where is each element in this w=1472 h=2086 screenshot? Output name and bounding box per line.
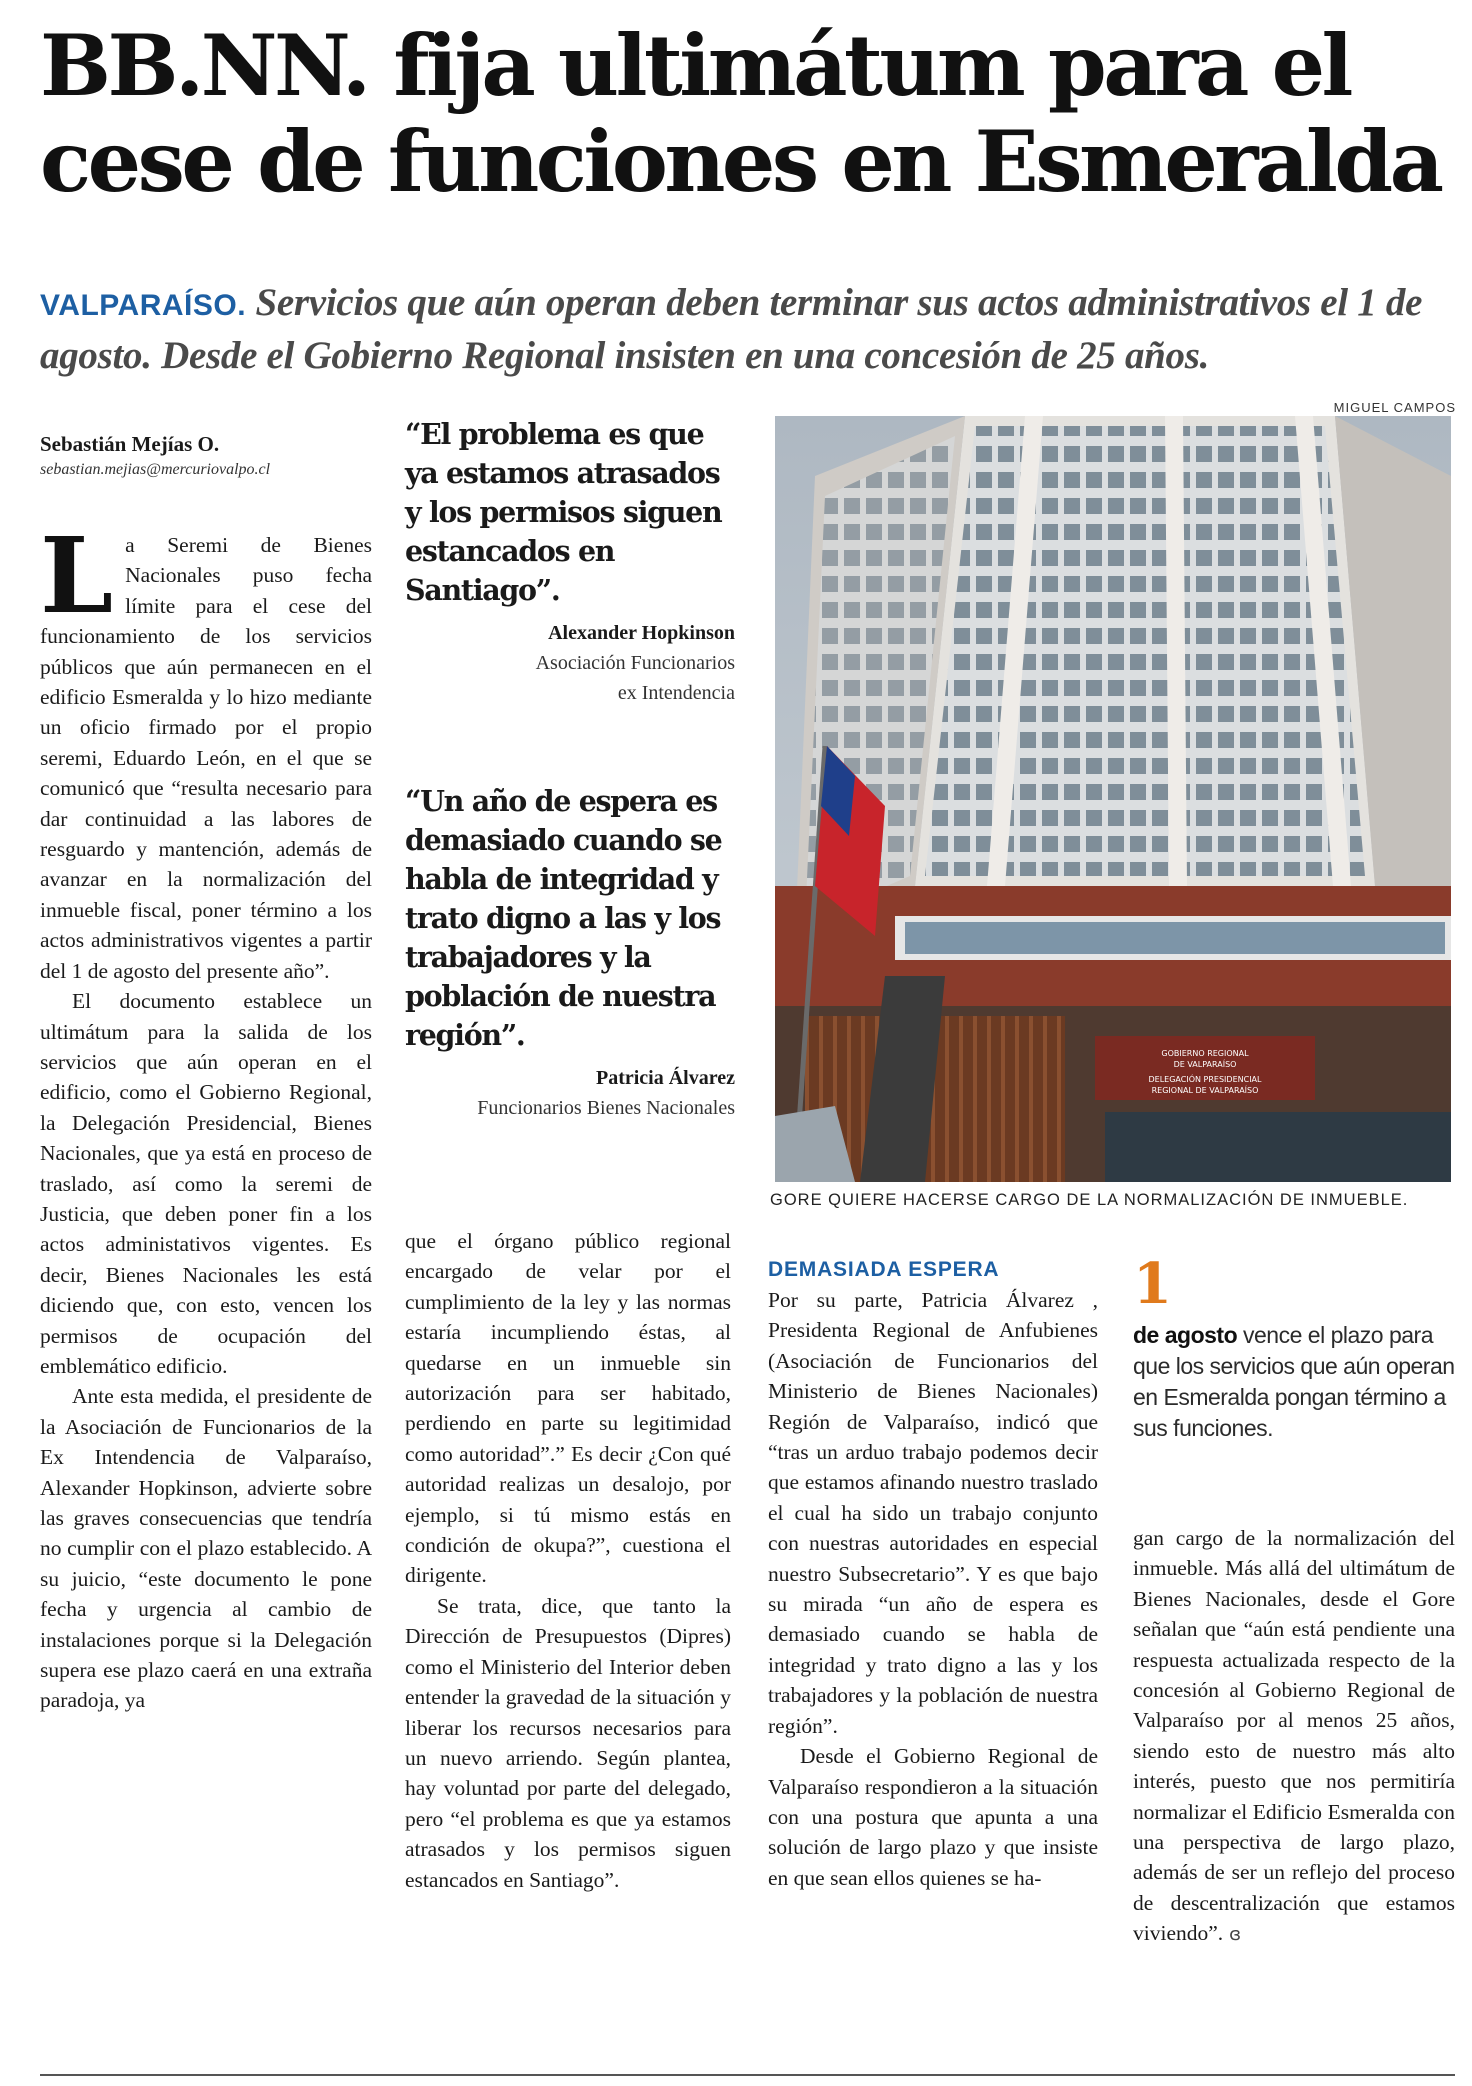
paragraph-8-text: gan cargo de la normalización del inmueble. Más allá del ultimátum de Bienes Nacionales, desde el Gore señalan que “aún está pendiente una respuesta actualizada respecto de la concesión al Gobierno Regional de Valparaíso por al menos 25 años, siendo esto de nuestro más alto interés, puesto que nos permitiría normalizar el Edificio Esmeralda con una perspectiva de largo plazo, además de ser un reflejo del proceso de descentralización que estamos viviendo”. xyxy=(1133,1526,1455,1946)
pull-quote-1-name: Alexander Hopkinson xyxy=(548,622,735,644)
paragraph-2: El documento establece un ultimátum para la salida de los servicios que aún operan en el edificio, como el Gobierno Regional, la Delegación Presidencial, Bienes Nacionales, que ya está en proceso de traslado, así como la seremi de Justicia, que deben poner fin a los actos administativos vigentes. Es decir, Bienes Nacionales les está diciendo que, con esto, vencen los permisos de ocupación del emblemático edificio. xyxy=(40,989,372,1378)
article-column-2 xyxy=(405,1226,731,1895)
byline xyxy=(40,430,370,482)
paragraph-6: Por su parte, Patricia Álvarez , Presidenta Regional de Anfubienes (Asociación de Funcionarios del Ministerio de Bienes Nacionales) Región de Valparaíso, indicó que “tras un arduo trabajo podemos decir que estamos afinando nuestro traslado el cual ha sido un trabajo conjunto con nuestras autoridades en especial nuestro Subsecretario”. Y es que bajo su mirada “un año de espera es demasiado cuando se habla de integridad y trato digno a las y los trabajadores y la población de nuestra región”. xyxy=(768,1288,1098,1738)
author-name: Sebastián Mejías O. xyxy=(40,432,220,456)
paragraph-1-text: a Seremi de Bienes Nacionales puso fecha límite para el cese del funcionamiento de los servicios públicos que aún permanecen en el edificio Esmeralda y lo hizo mediante un oficio firmado por el propio seremi, Eduardo León, en el que se comunicó que “resulta necesario para dar continuidad a las labores de resguardo y mantención, además de avanzar en la normalización del inmueble fiscal, poner término a los actos administrativos vigentes a partir del 1 de agosto del presente año”. xyxy=(40,533,372,983)
paragraph-4: que el órgano público regional encargado de velar por el cumplimiento de la ley y las normas estaría incumpliendo éstas, al quedarse en un inmueble sin autorización para ser habitado, perdiendo en parte su legitimidad como autoridad”.” Es decir ¿Con qué autoridad realizas un desalojo, por ejemplo, si tú mismo estás en condición de okupa?”, cuestiona el dirigente. xyxy=(405,1229,731,1588)
bottom-rule xyxy=(40,2074,1455,2076)
building-photo xyxy=(775,416,1451,1182)
sign-line-2: DE VALPARAÍSO xyxy=(1173,1060,1237,1069)
sign-line-1: GOBIERNO REGIONAL xyxy=(1161,1049,1249,1058)
sign-line-4: REGIONAL DE VALPARAÍSO xyxy=(1151,1086,1259,1095)
paragraph-1 xyxy=(40,514,372,986)
headline xyxy=(40,18,1450,210)
fact-box xyxy=(1133,1251,1458,1444)
paragraph-5: Se trata, dice, que tanto la Dirección de Presupuestos (Dipres) como el Ministerio del Interior deben entender la gravedad de la situación y liberar los recursos necesarios para un nuevo arriendo. Según plantea, hay voluntad por parte del delegado, pero “el problema es que ya estamos atrasados y los permisos siguen estancados en Santiago”. xyxy=(405,1593,731,1892)
pull-quote-1 xyxy=(405,415,735,708)
pull-quote-2 xyxy=(405,782,735,1123)
fact-bold: de agosto xyxy=(1133,1322,1238,1348)
fact-body: vence el plazo para que los servicios que aún operan en Esmeralda pongan término a sus funciones. xyxy=(1133,1322,1455,1441)
headline-line-2: cese de funciones en Esmeralda xyxy=(40,112,1441,211)
article-column-1 xyxy=(40,514,372,1716)
article-column-3 xyxy=(768,1285,1098,1893)
pull-quote-2-text: “Un año de espera es demasiado cuando se habla de integridad y trato digno a las y los trabajadores y la población de nuestra región”. xyxy=(405,784,722,1052)
pull-quote-1-text: “El problema es que ya estamos atrasados y los permisos siguen estancados en Santiago”. xyxy=(405,417,722,607)
deck-text: Servicios que aún operan deben terminar sus actos administrativos el 1 de agosto. Desde el Gobierno Regional insisten en una concesión de 25 años. xyxy=(40,281,1423,377)
photo-caption: GORE QUIERE HACERSE CARGO DE LA NORMALIZACIÓN DE INMUEBLE. xyxy=(770,1191,1409,1209)
article-column-4 xyxy=(1133,1523,1455,1951)
pull-quote-1-role-line-1: Asociación Funcionarios xyxy=(535,652,735,674)
paragraph-3: Ante esta medida, el presidente de la Asociación de Funcionarios de la Ex Intendencia de Valparaíso, Alexander Hopkinson, advierte sobre las graves consecuencias que tendría no cumplir con el plazo establecido. A su juicio, “este documento le pone fecha y urgencia al cambio de instalaciones porque si la Delegación supera ese plazo caerá en una extraña paradoja, ya xyxy=(40,1384,372,1713)
pull-quote-2-name: Patricia Álvarez xyxy=(595,1067,735,1089)
building-illustration xyxy=(775,416,1451,1182)
dropcap: L xyxy=(40,514,114,637)
pull-quote-1-role-line-2: ex Intendencia xyxy=(617,682,735,704)
paragraph-8 xyxy=(1133,1523,1455,1951)
end-mark-icon: ɞ xyxy=(1229,1924,1242,1946)
author-email[interactable]: sebastian.mejias@mercuriovalpo.cl xyxy=(40,461,271,478)
photo-credit: MIGUEL CAMPOS xyxy=(1333,400,1456,415)
deck-place: VALPARAÍSO. xyxy=(40,289,247,322)
fact-number: 1 xyxy=(1133,1251,1172,1317)
deck xyxy=(40,278,1450,381)
fact-text xyxy=(1133,1320,1458,1444)
paragraph-7: Desde el Gobierno Regional de Valparaíso respondieron a la situación con una postura que apunta a una solución de largo plazo y que insiste en que sean ellos quienes se ha- xyxy=(768,1744,1098,1890)
sign-line-3: DELEGACIÓN PRESIDENCIAL xyxy=(1148,1075,1262,1084)
headline-line-1: BB.NN. fija ultimátum para el xyxy=(40,16,1350,115)
section-subhead: DEMASIADA ESPERA xyxy=(768,1258,1000,1281)
pull-quote-2-role: Funcionarios Bienes Nacionales xyxy=(477,1097,735,1119)
